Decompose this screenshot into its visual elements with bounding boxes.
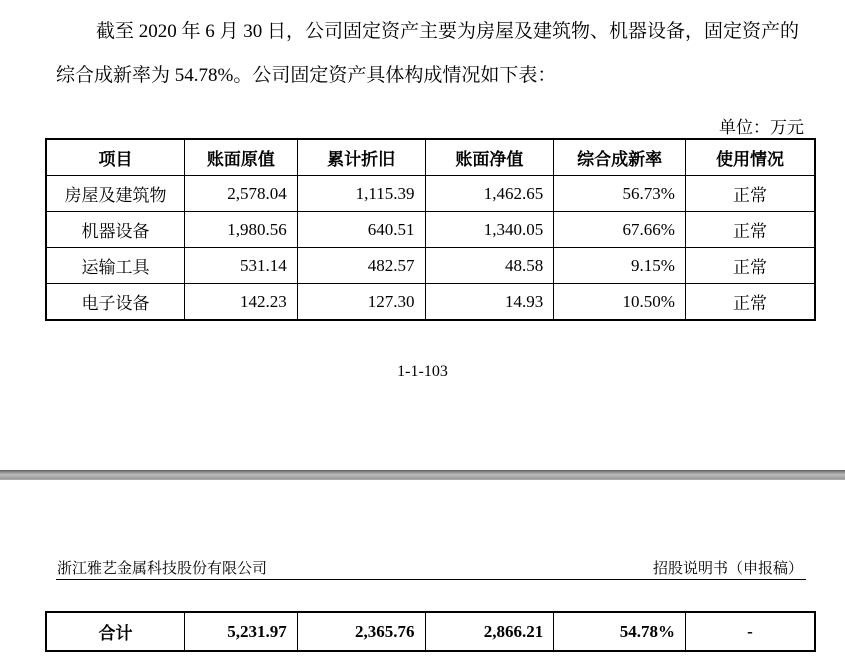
table-cell: 2,578.04 xyxy=(184,176,297,212)
table-cell: 房屋及建筑物 xyxy=(46,176,184,212)
table-cell: 正常 xyxy=(685,176,815,212)
table-cell: 531.14 xyxy=(184,248,297,284)
column-header: 账面原值 xyxy=(184,139,297,176)
table-cell: 5,231.97 xyxy=(184,612,297,651)
table-cell: 2,866.21 xyxy=(425,612,554,651)
table-cell: 电子设备 xyxy=(46,284,184,321)
table-cell: 67.66% xyxy=(554,212,686,248)
table-row xyxy=(46,176,815,212)
column-header: 项目 xyxy=(46,139,184,176)
table-cell: 9.15% xyxy=(554,248,686,284)
table-cell: 142.23 xyxy=(184,284,297,321)
total-row xyxy=(46,612,815,651)
table-row xyxy=(46,284,815,321)
table-cell: 640.51 xyxy=(297,212,425,248)
table-cell: 机器设备 xyxy=(46,212,184,248)
table-cell: 正常 xyxy=(685,212,815,248)
column-header: 综合成新率 xyxy=(554,139,686,176)
table-cell: 合计 xyxy=(46,612,184,651)
table-cell: 正常 xyxy=(685,284,815,321)
column-header: 账面净值 xyxy=(425,139,554,176)
table-cell: 正常 xyxy=(685,248,815,284)
table-cell: 1,115.39 xyxy=(297,176,425,212)
table-cell: 127.30 xyxy=(297,284,425,321)
header-doc-type: 招股说明书（申报稿） xyxy=(652,559,803,577)
table-cell: - xyxy=(685,612,815,651)
table-cell: 56.73% xyxy=(554,176,686,212)
column-header: 累计折旧 xyxy=(297,139,425,176)
table-cell: 1,340.05 xyxy=(425,212,554,248)
header-rule xyxy=(56,579,806,580)
table-cell: 1,980.56 xyxy=(184,212,297,248)
table-cell: 1,462.65 xyxy=(425,176,554,212)
table-header-row xyxy=(46,139,815,176)
column-header: 使用情况 xyxy=(685,139,815,176)
table-cell: 54.78% xyxy=(554,612,686,651)
header-company: 浙江雅艺金属科技股份有限公司 xyxy=(57,559,268,577)
page-number: 1-1-103 xyxy=(397,363,448,380)
table-cell: 运输工具 xyxy=(46,248,184,284)
table-row xyxy=(46,248,815,284)
total-table xyxy=(45,611,816,652)
table-row xyxy=(46,212,815,248)
table-cell: 10.50% xyxy=(554,284,686,321)
table-cell: 2,365.76 xyxy=(297,612,425,651)
table-cell: 482.57 xyxy=(297,248,425,284)
unit-label: 单位：万元 xyxy=(719,118,804,137)
fixed-assets-table xyxy=(45,138,816,321)
table-cell: 48.58 xyxy=(425,248,554,284)
page-divider xyxy=(0,470,845,480)
table-cell: 14.93 xyxy=(425,284,554,321)
intro-paragraph: 截至 2020 年 6 月 30 日，公司固定资产主要为房屋及建筑物、机器设备，固定资产的综合成新率为 54.78%。公司固定资产具体构成情况如下表： xyxy=(56,21,800,86)
